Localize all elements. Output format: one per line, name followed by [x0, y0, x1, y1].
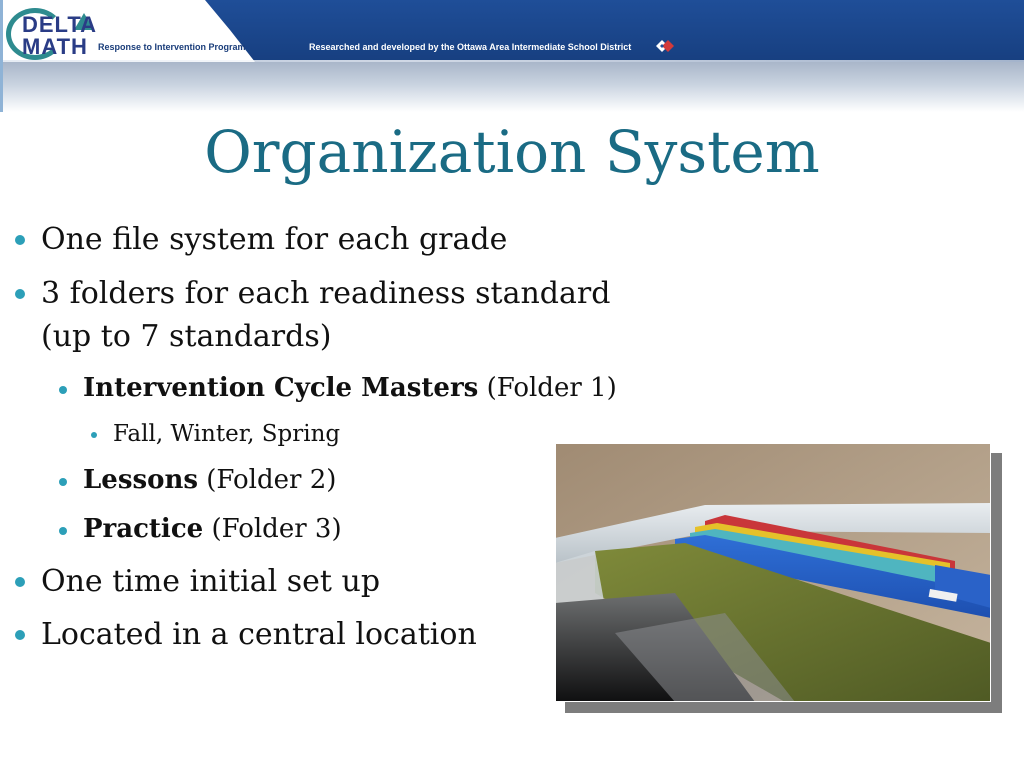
- district-logo-icon: [654, 38, 676, 54]
- bullet-dot: [15, 630, 25, 640]
- bullet-dot: [15, 235, 25, 245]
- bullet-dot: [15, 289, 25, 299]
- sub-bullet-intervention-rest: (Folder 1): [478, 373, 617, 403]
- logo-text-bottom: MATH: [22, 34, 88, 59]
- researched-by: Researched and developed by the Ottawa Area Intermediate School District: [309, 42, 632, 52]
- program-name: Response to Intervention Program: [98, 42, 246, 52]
- logo-text-top: DELTA: [22, 12, 98, 37]
- delta-math-logo: [6, 6, 98, 62]
- bullet-dot: [15, 577, 25, 587]
- sub-bullet-practice-bold: Practice: [83, 514, 204, 544]
- header-banner: [0, 0, 1024, 112]
- sub-bullet-intervention: [83, 373, 617, 403]
- sub-bullet-intervention-bold: Intervention Cycle Masters: [83, 373, 479, 403]
- sub-bullet-practice: [83, 514, 342, 544]
- sub-bullet-lessons-rest: (Folder 2): [197, 465, 337, 495]
- slide-title: Organization System: [204, 118, 820, 186]
- file-folders-photo: [555, 443, 991, 702]
- bullet-initial-setup: One time initial set up: [41, 564, 381, 599]
- file-folders-photo-icon: [555, 443, 991, 702]
- sub-bullet-dot: [59, 386, 67, 394]
- bullet-three-folders: 3 folders for each readiness standard: [41, 276, 611, 311]
- left-rule: [0, 0, 3, 112]
- sub-bullet-dot: [59, 527, 67, 535]
- sub-bullet-lessons-bold: Lessons: [83, 465, 198, 495]
- sub-sub-bullet-seasons: Fall, Winter, Spring: [113, 421, 341, 447]
- bullet-central-location: Located in a central location: [41, 617, 477, 652]
- sub-bullet-practice-rest: (Folder 3): [203, 514, 342, 544]
- sub-bullet-dot: [59, 478, 67, 486]
- sub-bullet-lessons: [83, 465, 336, 495]
- sub-sub-bullet-dot: [91, 432, 97, 438]
- header-gradient: [0, 62, 1024, 112]
- bullet-three-folders-cont: (up to 7 standards): [41, 319, 332, 354]
- bullet-one-file-system: One file system for each grade: [41, 222, 508, 257]
